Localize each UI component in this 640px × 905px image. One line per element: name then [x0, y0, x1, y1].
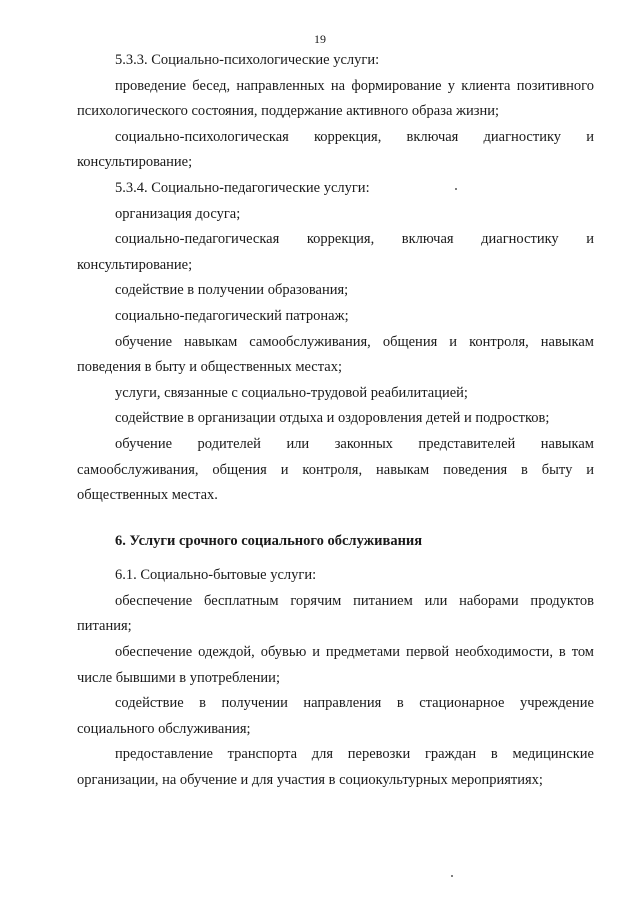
paragraph: содействие в получении направления в стационарное учреждение социального обслуживания;: [77, 695, 594, 737]
section-heading: 6. Услуги срочного социального обслуживания: [115, 532, 423, 549]
paragraph: услуги, связанные с социально-трудовой реабилитацией;: [115, 384, 468, 401]
subsection-title-5-3-4: 5.3.4. Социально-педагогические услуги:: [115, 179, 370, 196]
paragraph: содействие в получении образования;: [115, 282, 349, 299]
paragraph: обеспечение бесплатным горячим питанием или наборами продуктов питания;: [77, 592, 594, 635]
paragraph: социально-психологическая коррекция, включая диагностику и консультирование;: [77, 128, 594, 171]
paragraph: социально-педагогический патронаж;: [115, 307, 349, 324]
document-body: [77, 48, 594, 794]
subsection-title-5-3-3: 5.3.3. Социально-психологические услуги:: [115, 52, 380, 68]
subsection-title-6-1: 6.1. Социально-бытовые услуги:: [115, 567, 317, 584]
scan-speck: [455, 188, 457, 190]
paragraph: обеспечение одеждой, обувью и предметами первой необходимости, в том числе бывшими в употреблении;: [77, 644, 594, 686]
paragraph: организация досуга;: [115, 205, 241, 222]
page-number: 19: [314, 32, 326, 46]
paragraph: содействие в организации отдыха и оздоровления детей и подростков;: [115, 410, 550, 427]
paragraph: предоставление транспорта для перевозки граждан в медицинские организации, на обучение и для участия в социокультурных мероприятиях;: [77, 746, 594, 789]
paragraph: проведение бесед, направленных на формирование у клиента позитивного психологического состояния, поддержание активного образа жизни;: [77, 77, 594, 120]
paragraph: обучение родителей или законных представителей навыкам самообслуживания, общения и контроля, навыкам поведения в быту и общественных местах.: [77, 435, 594, 504]
paragraph: социально-педагогическая коррекция, включая диагностику и консультирование;: [77, 231, 594, 273]
paragraph: обучение навыкам самообслуживания, общения и контроля, навыкам поведения в быту и общественных местах;: [77, 333, 594, 376]
scan-speck: [451, 875, 453, 877]
